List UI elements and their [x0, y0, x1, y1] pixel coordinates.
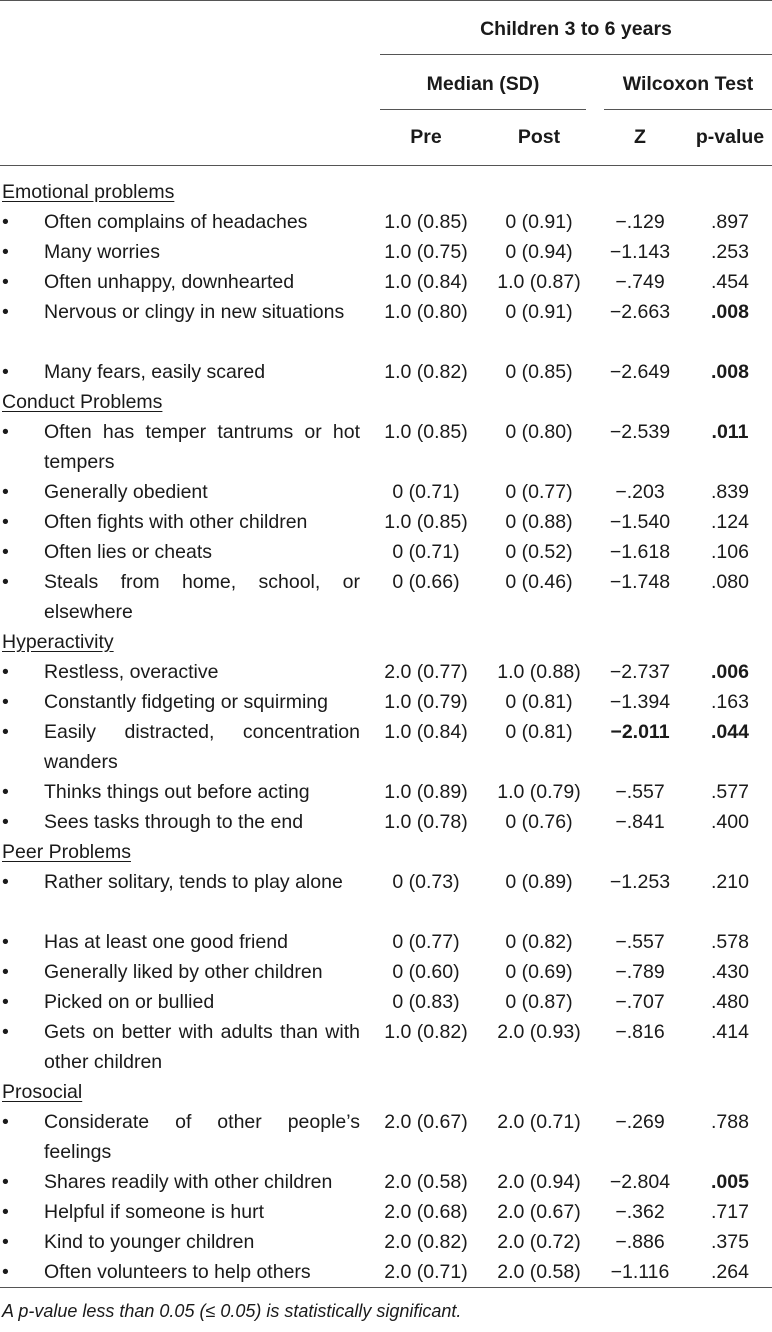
post-header: Post: [517, 126, 561, 148]
row-p-value: .414: [711, 1021, 749, 1043]
row-post-value: 0 (0.85): [505, 361, 573, 383]
row-item-label: Generally liked by other children: [44, 961, 323, 983]
row-pre-value: 2.0 (0.77): [384, 661, 468, 683]
row-z-value: −1.394: [609, 691, 671, 713]
row-z-value: −.269: [615, 1111, 665, 1133]
row-pre-value: 0 (0.60): [392, 961, 460, 983]
p-header: p-value: [695, 126, 765, 148]
header-rule: [0, 165, 772, 166]
row-pre-value: 1.0 (0.84): [384, 271, 468, 293]
row-p-value: .717: [711, 1201, 749, 1223]
row-item-label: Generally obedient: [44, 481, 208, 503]
pre-header: Pre: [410, 126, 442, 148]
row-p-value: .008: [711, 361, 749, 383]
wilcoxon-rule: [604, 109, 772, 110]
row-item-label: Steals from home, school, or elsewhere: [44, 571, 360, 623]
row-p-value: .480: [711, 991, 749, 1013]
row-post-value: 2.0 (0.72): [497, 1231, 581, 1253]
row-pre-value: 2.0 (0.82): [384, 1231, 468, 1253]
row-z-value: −2.539: [609, 421, 671, 443]
row-pre-value: 2.0 (0.71): [384, 1261, 468, 1283]
row-bullet: •: [2, 1231, 9, 1253]
row-post-value: 2.0 (0.71): [497, 1111, 581, 1133]
row-item-label: Thinks things out before acting: [44, 781, 310, 803]
row-pre-value: 2.0 (0.58): [384, 1171, 468, 1193]
row-bullet: •: [2, 481, 9, 503]
section-header: Prosocial: [2, 1081, 83, 1103]
row-pre-value: 0 (0.71): [392, 481, 460, 503]
row-post-value: 0 (0.91): [505, 211, 573, 233]
row-item-label: Often complains of headaches: [44, 211, 308, 233]
row-z-value: −.841: [615, 811, 665, 833]
row-item-label: Kind to younger children: [44, 1231, 255, 1253]
row-z-value: −.816: [615, 1021, 665, 1043]
row-item-label: Considerate of other people’s feelings: [44, 1111, 360, 1163]
row-item-label: Often has temper tantrums or hot tempers: [44, 421, 360, 473]
row-z-value: −2.663: [609, 301, 671, 323]
row-bullet: •: [2, 991, 9, 1013]
row-pre-value: 1.0 (0.82): [384, 361, 468, 383]
section-header: Conduct Problems: [2, 391, 163, 413]
top-rule: [0, 0, 772, 1]
row-post-value: 0 (0.69): [505, 961, 573, 983]
row-p-value: .080: [711, 571, 749, 593]
row-post-value: 0 (0.46): [505, 571, 573, 593]
row-bullet: •: [2, 1021, 9, 1043]
row-p-value: .253: [711, 241, 749, 263]
row-pre-value: 1.0 (0.78): [384, 811, 468, 833]
row-p-value: .897: [711, 211, 749, 233]
row-item-label: Gets on better with adults than with other children: [44, 1021, 360, 1073]
row-item-label: Has at least one good friend: [44, 931, 288, 953]
row-post-value: 1.0 (0.88): [497, 661, 581, 683]
median-rule: [380, 109, 586, 110]
row-pre-value: 1.0 (0.75): [384, 241, 468, 263]
row-z-value: −.129: [615, 211, 665, 233]
row-bullet: •: [2, 961, 9, 983]
row-pre-value: 1.0 (0.82): [384, 1021, 468, 1043]
footnote: A p-value less than 0.05 (≤ 0.05) is statistically significant.: [2, 1301, 462, 1321]
row-item-label: Often lies or cheats: [44, 541, 212, 563]
row-bullet: •: [2, 721, 9, 743]
row-post-value: 0 (0.82): [505, 931, 573, 953]
row-p-value: .430: [711, 961, 749, 983]
row-bullet: •: [2, 511, 9, 533]
row-post-value: 1.0 (0.79): [497, 781, 581, 803]
row-bullet: •: [2, 1171, 9, 1193]
row-z-value: −.886: [615, 1231, 665, 1253]
row-p-value: .006: [711, 661, 749, 683]
row-z-value: −2.737: [609, 661, 671, 683]
row-p-value: .788: [711, 1111, 749, 1133]
row-post-value: 0 (0.81): [505, 691, 573, 713]
row-bullet: •: [2, 541, 9, 563]
row-bullet: •: [2, 811, 9, 833]
row-bullet: •: [2, 421, 9, 443]
row-z-value: −2.011: [610, 721, 670, 743]
row-bullet: •: [2, 1201, 9, 1223]
row-p-value: .578: [711, 931, 749, 953]
row-p-value: .163: [711, 691, 749, 713]
row-z-value: −.362: [615, 1201, 665, 1223]
row-pre-value: 2.0 (0.67): [384, 1111, 468, 1133]
row-pre-value: 1.0 (0.85): [384, 211, 468, 233]
row-post-value: 0 (0.80): [505, 421, 573, 443]
row-bullet: •: [2, 271, 9, 293]
row-bullet: •: [2, 361, 9, 383]
row-post-value: 2.0 (0.67): [497, 1201, 581, 1223]
row-p-value: .577: [711, 781, 749, 803]
row-p-value: .375: [711, 1231, 749, 1253]
row-p-value: .044: [711, 721, 749, 743]
section-header: Hyperactivity: [2, 631, 114, 653]
row-post-value: 0 (0.87): [505, 991, 573, 1013]
row-pre-value: 1.0 (0.89): [384, 781, 468, 803]
row-item-label: Shares readily with other children: [44, 1171, 333, 1193]
row-pre-value: 0 (0.83): [392, 991, 460, 1013]
row-post-value: 0 (0.52): [505, 541, 573, 563]
row-bullet: •: [2, 571, 9, 593]
row-z-value: −.203: [615, 481, 665, 503]
row-p-value: .264: [711, 1261, 749, 1283]
row-z-value: −2.649: [609, 361, 671, 383]
row-p-value: .400: [711, 811, 749, 833]
row-pre-value: 1.0 (0.79): [384, 691, 468, 713]
wilcoxon-header: Wilcoxon Test: [622, 73, 754, 95]
row-z-value: −.789: [615, 961, 665, 983]
row-item-label: Often volunteers to help others: [44, 1261, 311, 1283]
row-p-value: .005: [711, 1171, 749, 1193]
row-bullet: •: [2, 691, 9, 713]
row-z-value: −1.748: [609, 571, 671, 593]
row-z-value: −1.116: [610, 1261, 670, 1283]
row-z-value: −2.804: [609, 1171, 671, 1193]
row-post-value: 0 (0.89): [505, 871, 573, 893]
row-z-value: −.557: [615, 931, 665, 953]
row-item-label: Easily distracted, concentration wanders: [44, 721, 360, 773]
row-p-value: .124: [711, 511, 749, 533]
row-post-value: 0 (0.91): [505, 301, 573, 323]
group-header: Children 3 to 6 years: [480, 18, 672, 40]
median-sd-header: Median (SD): [426, 73, 540, 95]
row-post-value: 2.0 (0.58): [497, 1261, 581, 1283]
row-item-label: Rather solitary, tends to play alone: [44, 871, 343, 893]
row-z-value: −1.618: [609, 541, 671, 563]
row-z-value: −.557: [615, 781, 665, 803]
row-p-value: .839: [711, 481, 749, 503]
row-post-value: 0 (0.76): [505, 811, 573, 833]
row-bullet: •: [2, 1261, 9, 1283]
row-z-value: −.707: [615, 991, 665, 1013]
row-bullet: •: [2, 241, 9, 263]
row-bullet: •: [2, 661, 9, 683]
row-post-value: 0 (0.88): [505, 511, 573, 533]
row-item-label: Picked on or bullied: [44, 991, 215, 1013]
row-z-value: −1.143: [609, 241, 671, 263]
row-pre-value: 2.0 (0.68): [384, 1201, 468, 1223]
row-bullet: •: [2, 931, 9, 953]
row-p-value: .011: [711, 421, 749, 443]
row-pre-value: 0 (0.73): [392, 871, 460, 893]
row-p-value: .008: [711, 301, 749, 323]
row-item-label: Sees tasks through to the end: [44, 811, 304, 833]
row-p-value: .454: [711, 271, 749, 293]
row-pre-value: 1.0 (0.84): [384, 721, 468, 743]
section-header: Emotional problems: [2, 181, 175, 203]
row-pre-value: 0 (0.77): [392, 931, 460, 953]
row-item-label: Often fights with other children: [44, 511, 308, 533]
row-pre-value: 1.0 (0.85): [384, 421, 468, 443]
bottom-rule: [0, 1287, 772, 1288]
row-item-label: Many worries: [44, 241, 160, 263]
row-item-label: Many fears, easily scared: [44, 361, 266, 383]
row-pre-value: 1.0 (0.80): [384, 301, 468, 323]
row-item-label: Helpful if someone is hurt: [44, 1201, 265, 1223]
row-item-label: Often unhappy, downhearted: [44, 271, 295, 293]
row-item-label: Constantly fidgeting or squirming: [44, 691, 328, 713]
row-bullet: •: [2, 301, 9, 323]
row-pre-value: 1.0 (0.85): [384, 511, 468, 533]
row-bullet: •: [2, 781, 9, 803]
row-bullet: •: [2, 211, 9, 233]
row-p-value: .210: [711, 871, 749, 893]
group-rule: [380, 54, 772, 55]
row-post-value: 0 (0.94): [505, 241, 573, 263]
row-z-value: −1.253: [609, 871, 671, 893]
row-z-value: −.749: [615, 271, 665, 293]
row-z-value: −1.540: [609, 511, 671, 533]
row-post-value: 0 (0.81): [505, 721, 573, 743]
row-pre-value: 0 (0.66): [392, 571, 460, 593]
row-item-label: Restless, overactive: [44, 661, 219, 683]
row-post-value: 1.0 (0.87): [497, 271, 581, 293]
z-header: Z: [634, 126, 646, 148]
row-bullet: •: [2, 871, 9, 893]
row-bullet: •: [2, 1111, 9, 1133]
section-header: Peer Problems: [2, 841, 131, 863]
row-post-value: 2.0 (0.94): [497, 1171, 581, 1193]
row-post-value: 2.0 (0.93): [497, 1021, 581, 1043]
row-post-value: 0 (0.77): [505, 481, 573, 503]
row-p-value: .106: [711, 541, 749, 563]
row-item-label: Nervous or clingy in new situations: [44, 301, 345, 323]
row-pre-value: 0 (0.71): [392, 541, 460, 563]
